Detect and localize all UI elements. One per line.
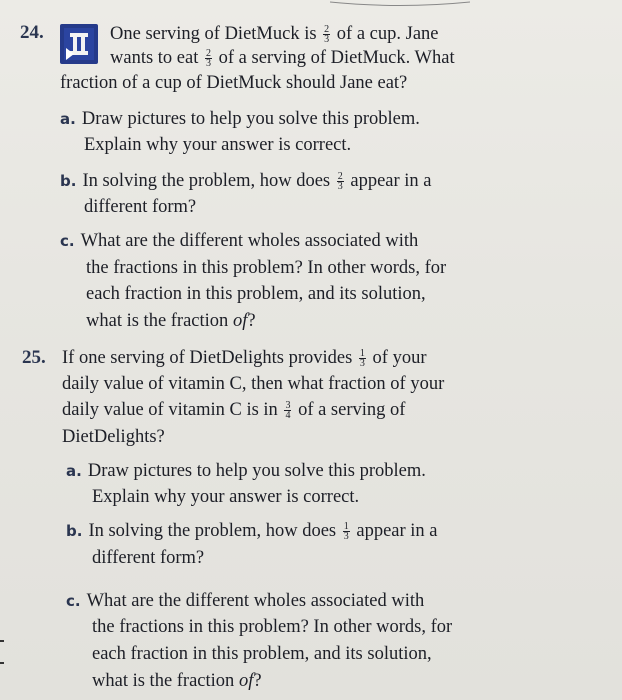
page-edge-mark	[0, 662, 4, 664]
problem-24-part-c-line-2: the fractions in this problem? In other words, for	[86, 258, 447, 278]
fraction: $\frac{1}{3}$	[343, 521, 349, 543]
problem-24-part-a-line-1: a. Draw pictures to help you solve this problem.	[60, 109, 420, 129]
problem-24-stem-line-1: One serving of DietMuck is $\frac{2}{3}$ of a cup. Jane	[110, 24, 439, 46]
problem-24-stem-line-2: wants to eat $\frac{2}{3}$ of a serving of DietMuck. What	[110, 48, 455, 70]
problem-25-stem-line-2: daily value of vitamin C, then what fraction of your	[62, 374, 445, 394]
problem-25-stem-line-3: daily value of vitamin C is in $\frac{3}{4}$ of a serving of	[62, 400, 406, 422]
problem-number-24: 24.	[20, 22, 44, 43]
problem-24-part-b-line-2: different form?	[84, 197, 197, 217]
problem-25-stem-line-1: If one serving of DietDelights provides $\frac{1}{3}$ of your	[62, 348, 427, 370]
problem-25-part-b-line-1: b. In solving the problem, how does $\frac{1}{3}$ appear in a	[66, 521, 438, 543]
problem-25-stem-line-4: DietDelights?	[62, 427, 165, 447]
fraction: $\frac{2}{3}$	[324, 24, 330, 46]
fraction: $\frac{2}{3}$	[206, 48, 211, 70]
problem-24-part-a-line-2: Explain why your answer is correct.	[84, 135, 352, 155]
problem-25-part-c-line-1: c. What are the different wholes associated with	[66, 591, 425, 611]
manipulatives-icon	[60, 24, 98, 64]
problem-25-part-a-line-2: Explain why your answer is correct.	[92, 487, 360, 507]
problem-24-part-c-line-3: each fraction in this problem, and its solution,	[86, 284, 426, 304]
problem-24-part-b-line-1: b. In solving the problem, how does $\frac{2}{3}$ appear in a	[60, 171, 432, 193]
problem-25-part-c-line-4: what is the fraction of?	[92, 671, 262, 691]
problem-24-part-c-line-4: what is the fraction of?	[86, 311, 256, 331]
fraction: $\frac{2}{3}$	[337, 171, 343, 193]
fraction: $\frac{1}{3}$	[359, 348, 365, 370]
problem-number-25: 25.	[22, 347, 46, 368]
problem-24-part-c-line-1: c. What are the different wholes associated with	[60, 231, 419, 251]
problem-25-part-b-line-2: different form?	[92, 548, 205, 568]
problem-24-stem-line-3: fraction of a cup of DietMuck should Jane eat?	[60, 73, 408, 93]
page-edge-mark	[0, 640, 4, 642]
fraction: $\frac{3}{4}$	[285, 400, 291, 422]
problem-25-part-a-line-1: a. Draw pictures to help you solve this problem.	[66, 461, 426, 481]
problem-25-part-c-line-3: each fraction in this problem, and its solution,	[92, 644, 432, 664]
page-curve-mark	[330, 0, 470, 8]
problem-25-part-c-line-2: the fractions in this problem? In other words, for	[92, 617, 453, 637]
